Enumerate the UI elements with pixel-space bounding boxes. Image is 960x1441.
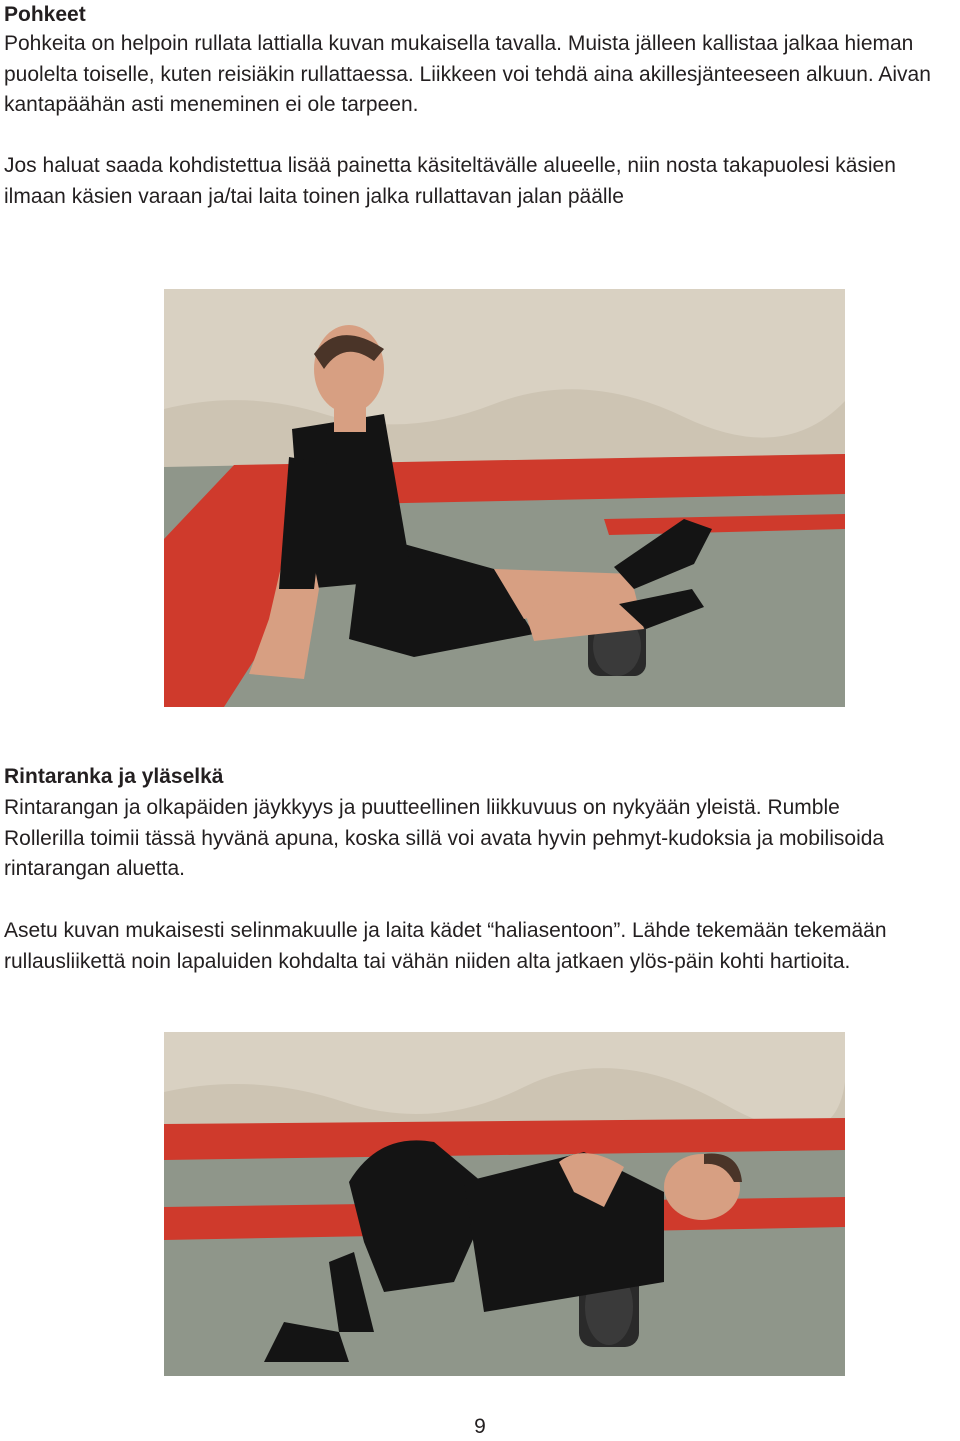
calf-rolling-photo xyxy=(164,289,845,707)
thoracic-rolling-photo xyxy=(164,1032,845,1376)
neck xyxy=(334,404,366,432)
calves-paragraph-1: Pohkeita on helpoin rullata lattialla kuvan mukaisella tavalla. Muista jälleen kallistaa jalkaa hieman puolelta toiselle, kuten reisiäkin rullattaessa. Liikkeen voi tehdä aina akillesjänteeseen alkuun. Aivan kantapäähän asti meneminen ei ole tarpeen. xyxy=(4,32,931,116)
section-heading-thoracic: Rintaranka ja yläselkä xyxy=(4,765,224,788)
calves-paragraph-2: Jos haluat saada kohdistettua lisää painetta käsiteltävälle alueelle, niin nosta takapuolesi käsien ilmaan käsien varaan ja/tai laita toinen jalka rullattavan jalan päälle xyxy=(4,154,896,208)
thoracic-paragraph-2: Asetu kuvan mukaisesti selinmakuulle ja laita kädet “haliasentoon”. Lähde tekemään tekemään rullausliikettä noin lapaluiden kohdalta tai vähän niiden alta jatkaen ylös-päin kohti hartioita. xyxy=(4,919,887,973)
section-heading-calves: Pohkeet xyxy=(4,3,86,26)
thoracic-rolling-illustration xyxy=(164,1032,845,1376)
thoracic-paragraph-1: Rintarangan ja olkapäiden jäykkyys ja puutteellinen liikkuvuus on nykyään yleistä. Rumble Rollerilla toimii tässä hyvänä apuna, koska sillä voi avata hyvin pehmyt-kudoksia ja mobilisoida rintarangan aluetta. xyxy=(4,796,885,880)
page-number: 9 xyxy=(474,1415,486,1438)
calf-rolling-illustration xyxy=(164,289,845,707)
